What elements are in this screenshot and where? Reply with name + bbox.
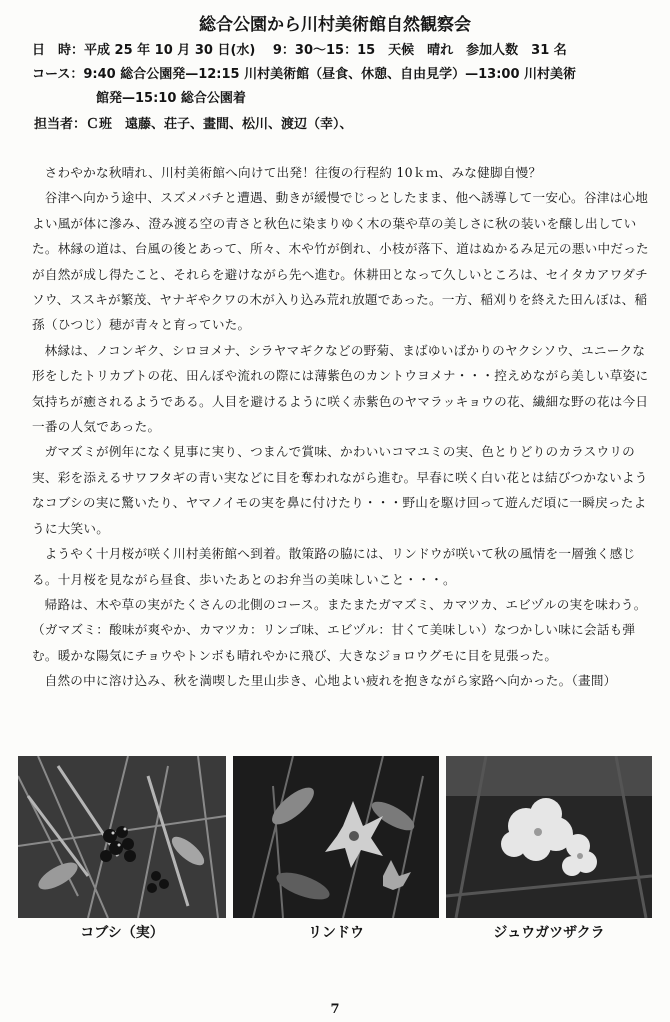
page-number: 7: [330, 1002, 340, 1017]
photo-caption: リンドウ: [308, 925, 364, 941]
paragraph: 林縁は、ノコンギク、シロヨメナ、シラヤマギクなどの野菊、まばゆいばかりのヤクシソウ、ユニークな形をしたトリカブトの花、田んぼや流れの際には薄紫色のカントウヨメナ・・・控えめながら美しい草姿に気持ちが癒されるようである。人目を避けるように咲く赤紫色のヤマラッキョウの花、繊細な野の花は今日一番の人気であった。: [32, 342, 649, 435]
course-line-continued: [96, 88, 652, 110]
photo-caption: コブシ（実）: [80, 925, 164, 941]
date-line: [32, 40, 652, 62]
paragraph: ガマズミが例年になく見事に実り、つまんで賞味、かわいいコマユミの実、色とりどりのカラスウリの実、彩を添えるサワフタギの青い実などに目を奪われながら進む。早春に咲く白い花とは結びつかないようなコブシの実に驚いたり、ヤマノイモの実を鼻に付けたり・・・野山を駆け回って遊んだ頃に一瞬戻ったように大笑い。: [32, 444, 648, 536]
staff-line: [34, 114, 652, 136]
photo-kobushi-fruit: [18, 756, 226, 918]
date-label: 日 時：: [32, 43, 85, 58]
paragraph: 自然の中に溶け込み、秋を満喫した里山歩き、心地よい疲れを抱きながら家路へ向かった。（畫間）: [44, 673, 617, 689]
photo-caption: ジュウガツザクラ: [493, 925, 605, 941]
photo-rindou: [233, 756, 439, 918]
paragraph: ようやく十月桜が咲く川村美術館へ到着。散策路の脇には、リンドウが咲いて秋の風情を一層強く感じる。十月桜を見ながら昼食、歩いたあとのお弁当の美味しいこと・・・。: [32, 546, 636, 587]
article-title: 総合公園から川村美術館自然観察会: [199, 15, 471, 35]
course-value: 9:40 総合公園発—12:15 川村美術館（昼食、休憩、自由見学）—13:00 川村美術: [83, 67, 577, 82]
paragraph: 谷津へ向かう途中、スズメバチと遭遇、動きが緩慢でじっとしたまま、他へ誘導して一安心。谷津は心地よい風が体に滲み、澄み渡る空の青さと秋色に染まりゆく木の葉や草の美しさに秋の装いを醸し出していた。林縁の道は、台風の後とあって、所々、木や竹が倒れ、小枝が落下、道はぬかるみ足元の悪い中だったが自然が成し得たこと、それらを避けながら先へ進む。休耕田となって久しいところは、セイタカアワダチソウ、ススキが繁茂、ヤナギやクワの木が入り込み荒れ放題であった。一方、稲刈りを終えた田んぼは、稲孫（ひつじ）穂が青々と育っていた。: [32, 190, 649, 333]
course-line: [32, 64, 652, 86]
paragraph: 帰路は、木や草の実がたくさんの北側のコース。またまたガマズミ、カマツカ、エビヅルの実を味わう。（ガマズミ：酸味が爽やか、カマツカ：リンゴ味、エビヅル：甘くて美味しい）なつかしい味に会話も弾む。暖かな陽気にチョウやトンボも晴れやかに飛び、大きなジョロウグモに目を見張った。: [32, 596, 647, 663]
course-label: コース：: [32, 67, 84, 82]
article-body: [32, 160, 654, 694]
date-value: 平成 25 年 10 月 30 日(水) 9：30〜15：15 天候 晴れ 参加人数 31 名: [84, 43, 567, 58]
course-value-continued: 館発—15:10 総合公園着: [96, 91, 246, 106]
paragraph: さわやかな秋晴れ、川村美術館へ向けて出発！往復の行程約 10ｋｍ、みな健脚自慢？: [44, 165, 542, 180]
staff-value: Ｃ班 遠藤、荘子、畫間、松川、渡辺（幸）、: [86, 117, 353, 132]
photo-jugatsu-zakura: [446, 756, 652, 918]
staff-label: 担当者：: [34, 117, 87, 132]
